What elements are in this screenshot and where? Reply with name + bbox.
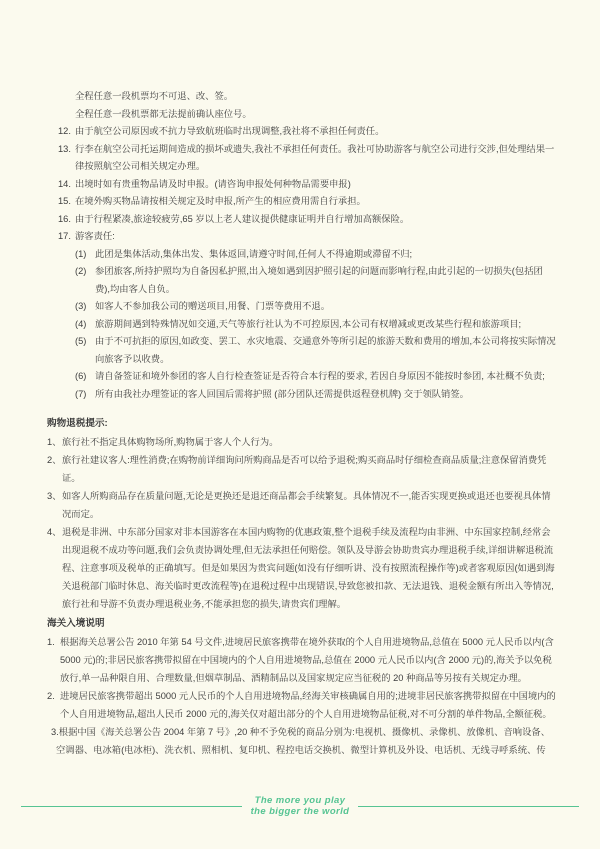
item-text: 在境外购买物品请按相关规定及时申报,所产生的相应费用需自行承担。 — [75, 196, 366, 206]
item-number: 17. — [58, 231, 71, 241]
item-number: (1) — [75, 248, 87, 259]
item-text: 如客人不参加我公司的赠送项目,用餐、门票等费用不退。 — [95, 301, 331, 311]
item-text: 所有由我社办理签证的客人回国后需将护照 (部分团队还需提供返程登机牌) 交于领队销签。 — [95, 388, 469, 399]
term-item-15 — [58, 193, 557, 211]
responsibility-subitem-6 — [75, 368, 557, 386]
item-text: 进境居民旅客携带超出 5000 元人民币的个人自用进境物品,经海关审核确属自用的;进境非居民旅客携带拟留在中国境内的个人自用进境物品,超出人民币 2000 元的,海关仅对超出部分的个人自用进境物品征税,对不可分割的单件物品,全额征税。 — [60, 691, 556, 719]
item-number: 2、 — [47, 455, 62, 465]
customs-item-2 — [47, 687, 557, 723]
item-text: 行李在航空公司托运期间造成的损坏或遗失,我社不承担任何责任。我社可协助游客与航空公司进行交涉,但处理结果一律按照航空公司相关规定办理。 — [75, 143, 555, 171]
item-text: 出境时如有贵重物品请及时申报。(请咨询申报处何种物品需要申报) — [75, 178, 351, 189]
customs-entry-section — [47, 615, 557, 759]
item-number: (5) — [75, 336, 87, 346]
customs-section-title: 海关入境说明 — [47, 618, 105, 629]
customs-item-1 — [47, 633, 557, 687]
responsibility-subitem-5 — [75, 333, 557, 368]
item-number: 1、 — [47, 437, 62, 447]
item-number: 1. — [47, 637, 55, 647]
item-number: 3. — [51, 727, 59, 737]
intro-line: 全程任意一段机票都无法提前确认座位号。 — [75, 108, 252, 119]
customs-item-3 — [47, 723, 557, 759]
shopping-item-2 — [47, 451, 557, 487]
item-text: 旅游期间遇到特殊情况如交通,天气等旅行社认为不可控原因,本公司有权增减或更改某些行程和旅游项目; — [95, 318, 522, 329]
footer — [0, 795, 600, 817]
item-text: 如客人所购商品存在质量问题,无论是更换还是退还商品都会手续繁复。具体情况不一,能否实现更换或退还也要视具体情况而定。 — [62, 491, 551, 519]
item-number: (4) — [75, 318, 87, 329]
term-item-17 — [58, 228, 557, 246]
responsibility-subitem-1 — [75, 246, 557, 264]
shopping-item-1 — [47, 433, 557, 451]
item-text: 旅行社建议客人:理性消费;在购物前详细询问所购商品是否可以给予退税;购买商品时仔细检查商品质量;注意保留消费凭证。 — [62, 455, 547, 483]
slogan-line-1: The more you play — [254, 795, 346, 806]
item-number: 15. — [58, 196, 71, 206]
item-text: 根据海关总署公告 2010 年第 54 号文件,进境居民旅客携带在境外获取的个人自用进境物品,总值在 5000 元人民币以内(含 5000 元)的;非居民旅客携带拟留在中国境内的个人自用进境物品,总值在 2000 元人民币以内(含 2000 元)的,海关予以免税放行,单一品种限自用、合理数量,但烟草制品、酒精制品以及国家规定应当征税的 20 种商品等另按有关规定办理。 — [60, 637, 554, 683]
item-text: 游客责任: — [75, 231, 115, 241]
item-text: 参团旅客,所持护照均为自备因私护照,出入境如遇到因护照引起的问题而影响行程,由此引起的一切损失(包括团费),均由客人自负。 — [95, 266, 543, 294]
shopping-item-3 — [47, 487, 557, 523]
document-content — [0, 88, 600, 759]
term-item-13 — [58, 141, 557, 176]
slogan-line-2: the bigger the world — [250, 806, 350, 817]
responsibility-subitem-7 — [75, 386, 557, 404]
item-number: (2) — [75, 266, 87, 276]
item-text: 由于行程紧凑,旅途较疲劳,65 岁以上老人建议提供健康证明并自行增加高额保险。 — [75, 213, 410, 224]
item-number: (6) — [75, 371, 87, 381]
footer-slogan — [251, 795, 350, 817]
term-item-14 — [58, 176, 557, 194]
item-number: 13. — [58, 143, 71, 154]
item-text: 旅行社不指定具体购物场所,购物属于客人个人行为。 — [62, 437, 279, 447]
shopping-section-title: 购物退税提示: — [47, 418, 108, 429]
item-number: 12. — [58, 126, 71, 136]
item-number: (7) — [75, 388, 87, 399]
term-item-16 — [58, 211, 557, 229]
item-number: 16. — [58, 213, 71, 224]
item-number: 4、 — [47, 527, 62, 537]
item-number: 3、 — [47, 491, 62, 501]
item-number: 2. — [47, 691, 55, 701]
footer-rule-left — [21, 806, 242, 807]
term-item-12 — [58, 123, 557, 141]
footer-rule-right — [358, 806, 579, 807]
responsibility-subitem-4 — [75, 316, 557, 334]
item-text: 由于航空公司原因或不抗力导致航班临时出现调整,我社将不承担任何责任。 — [75, 126, 385, 136]
item-text: 请自备签证和境外参团的客人自行检查签证是否符合本行程的要求, 若因自身原因不能按时参团, 本社概不负责; — [95, 371, 545, 381]
item-number: (3) — [75, 301, 87, 311]
responsibility-subitem-3 — [75, 298, 557, 316]
intro-line: 全程任意一段机票均不可退、改、签。 — [75, 91, 234, 101]
terms-section — [58, 88, 557, 403]
item-text: 由于不可抗拒的原因,如政变、罢工、水灾地震、交通意外等所引起的旅游天数和费用的增加,本公司将按实际情况向旅客予以收费。 — [95, 336, 556, 364]
item-text: 根据中国《海关总署公告 2004 年第 7 号》,20 种不予免税的商品分别为:电视机、摄像机、录像机、放像机、音响设备、空调器、电冰箱(电冰柜)、洗衣机、照相机、复印机、程控电话交换机、微型计算机及外设、电话机、无线寻呼系统、传 — [56, 727, 550, 755]
item-number: 14. — [58, 178, 71, 189]
item-text: 此团是集体活动,集体出发、集体返回,请遵守时间,任何人不得逾期或滞留不归; — [95, 248, 413, 259]
shopping-tax-refund-section — [47, 415, 557, 613]
responsibility-subitem-2 — [75, 263, 557, 298]
item-text: 退税是非洲、中东部分国家对非本国游客在本国内购物的优惠政策,整个退税手续及流程均由非洲、中东国家控制,经常会出现退税不成功等问题,我们会负责协调处理,但无法承担任何赔偿。领队及导游会协助贵宾办理退税手续,详细讲解退税流程、注意事项及税单的正确填写。但是如果因为贵宾问题(如没有仔细听讲、没有按照流程操作等)或者客观原因(如遇到海关退税部门临时休息、海关临时更改流程等)在退税过程中出现错误,导致您被扣款、无法退钱、退税金额有所出入等情况,旅行社和导游不负责办理退税业务,不能承担您的损失,请贵宾们理解。 — [62, 527, 555, 609]
shopping-item-4 — [47, 523, 557, 613]
